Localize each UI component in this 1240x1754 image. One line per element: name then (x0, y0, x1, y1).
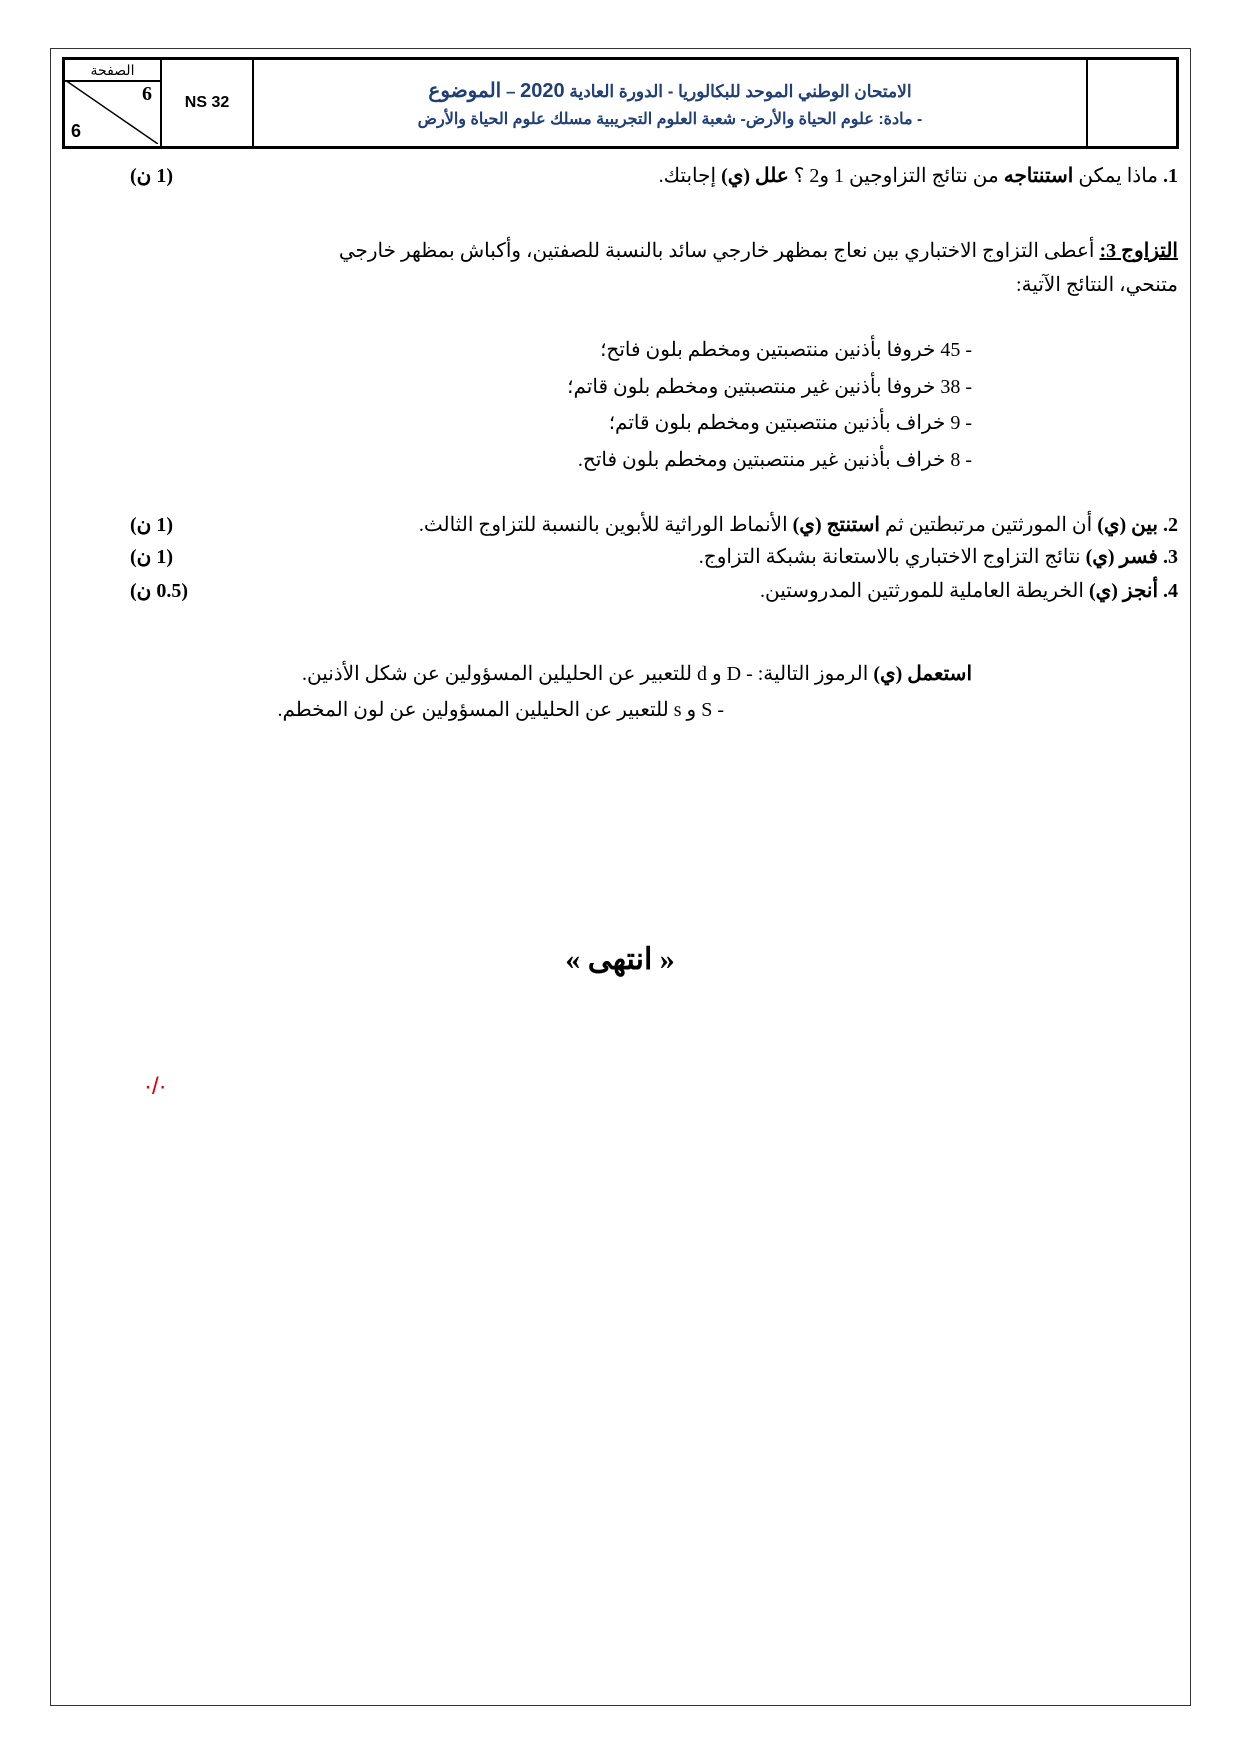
q1-text-c: إجابتك. (658, 165, 717, 187)
q2-verb2: استنتج (ي) (792, 514, 880, 536)
q3-verb: فسر (ي) (1085, 546, 1158, 568)
result-item: - 38 خروفا بأذنين غير منتصبتين ومخطم بلون قاتم؛ (567, 376, 972, 398)
cross3-intro (339, 238, 1178, 263)
q2-verb: بين (ي) (1097, 514, 1158, 536)
q3-points: (1 ن) (130, 546, 174, 568)
title-prefix: الامتحان الوطني الموحد للبكالوريا - الدورة العادية (569, 81, 912, 101)
q3-number: 3. (1163, 546, 1178, 568)
red-mark: ·/· (144, 1073, 167, 1100)
q1-number: 1. (1163, 165, 1178, 187)
q4-text: الخريطة العاملية للمورثتين المدروستين. (759, 580, 1084, 602)
exam-subtitle: - مادة: علوم الحياة والأرض- شعبة العلوم التجريبية مسلك علوم الحياة والأرض (417, 110, 923, 128)
title-sep: – (505, 81, 516, 101)
question-1 (659, 163, 1178, 188)
result-item: - 45 خروفا بأذنين منتصبتين ومخطم بلون فاتح؛ (600, 339, 972, 361)
symbols-line-1 (302, 661, 972, 686)
q4-points: (0.5 ن) (130, 580, 189, 602)
q4-verb: أنجز (ي) (1088, 580, 1158, 602)
empty-cell (1088, 60, 1176, 146)
q2-text-b: الأنماط الوراثية للأبوين بالنسبة للتزاوج الثالث. (418, 514, 788, 536)
q2-number: 2. (1163, 514, 1178, 536)
q3-text: نتائج التزاوج الاختباري بالاستعانة بشبكة التزاوج. (698, 546, 1081, 568)
page-number-box (65, 60, 162, 146)
exam-header (62, 57, 1179, 149)
q1-text-b: من نتائج التزاوجين 1 و2 ؟ (793, 165, 999, 187)
exam-code: NS 32 (162, 60, 254, 146)
question-3 (699, 544, 1178, 569)
cross3-line2: متنحي، النتائج الآتية: (1016, 274, 1178, 296)
q1-verb2: علل (755, 165, 789, 187)
symbols-line-2: - S و s للتعبير عن الحليلين المسؤولين عن لون المخطم. (277, 699, 724, 721)
title-year: 2020 (520, 79, 565, 102)
page-label: الصفحة (65, 60, 160, 82)
q1-text-a: ماذا يمكن (1078, 165, 1158, 187)
question-2 (419, 512, 1178, 537)
end-mark: « انتهى » (565, 943, 675, 976)
symbols-verb: استعمل (ي) (873, 663, 972, 685)
q4-number: 4. (1163, 580, 1178, 602)
exam-title (428, 78, 911, 103)
cross3-line1: أعطى التزاوج الاختباري بين نعاج بمظهر خارجي سائد بالنسبة للصفتين، وأكباش بمظهر خارجي (338, 240, 1095, 262)
cross3-title: التزاوج 3: (1099, 240, 1178, 262)
q1-verb: استنتاجه (1003, 165, 1074, 187)
symbols-line1-text: الرموز التالية: - D و d للتعبير عن الحليلين المسؤولين عن شكل الأذنين. (301, 663, 869, 685)
title-topic: الموضوع (428, 79, 502, 102)
exam-title-box (254, 60, 1088, 146)
result-item: - 8 خراف بأذنين غير منتصبتين ومخطم بلون فاتح. (577, 449, 972, 471)
page-number: 6 (142, 83, 152, 105)
q1-points: (1 ن) (130, 165, 174, 187)
q1-suffix: (ي) (721, 165, 751, 187)
q2-points: (1 ن) (130, 514, 174, 536)
result-item: - 9 خراف بأذنين منتصبتين ومخطم بلون قاتم؛ (608, 412, 972, 434)
question-4 (760, 578, 1178, 603)
total-pages: 6 (71, 121, 82, 141)
q2-text-a: أن المورثتين مرتبطتين ثم (884, 514, 1093, 536)
